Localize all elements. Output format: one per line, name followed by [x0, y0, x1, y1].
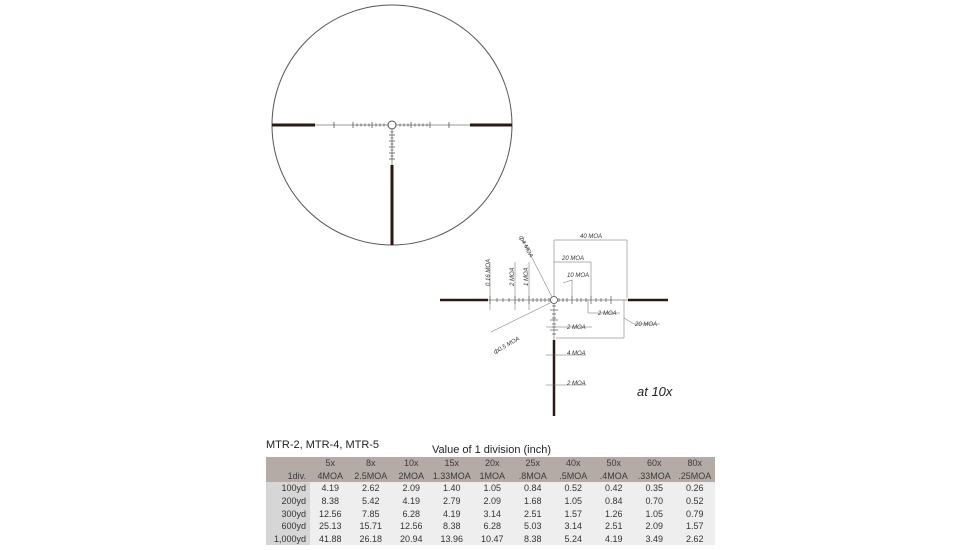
model-title: MTR-2, MTR-4, MTR-5 — [266, 439, 380, 451]
value-cell: 1.05 — [634, 507, 675, 520]
value-cell: 0.84 — [594, 495, 635, 508]
value-cell: 1.26 — [594, 507, 635, 520]
label-20-moa: 20 MOA — [562, 256, 585, 262]
div-label: 1div. — [266, 470, 310, 483]
label-4-moa-post: 4 MOA — [567, 351, 586, 357]
moa-header: 2.5MOA — [351, 470, 392, 483]
label-center-diameter: ф0.5 MOA — [493, 336, 521, 356]
label-10-moa: 10 MOA — [567, 273, 590, 279]
value-cell: 1.57 — [675, 520, 716, 533]
value-cell: 2.51 — [594, 520, 635, 533]
value-cell: 6.28 — [391, 507, 432, 520]
range-cell: 300yd — [266, 507, 310, 520]
magnification-header: 10x — [391, 457, 432, 470]
value-cell: 8.38 — [310, 495, 351, 508]
value-cell: 2.51 — [513, 507, 554, 520]
value-cell: 1.68 — [513, 495, 554, 508]
value-cell: 15.71 — [351, 520, 392, 533]
value-cell: 12.56 — [310, 507, 351, 520]
range-cell: 1,000yd — [266, 533, 310, 546]
label-1-moa-tick: 1 MOA — [524, 267, 530, 286]
value-cell: 1.40 — [432, 482, 473, 495]
value-cell: 3.14 — [472, 507, 513, 520]
value-cell: 6.28 — [472, 520, 513, 533]
value-cell: 5.42 — [351, 495, 392, 508]
value-cell: 2.62 — [351, 482, 392, 495]
value-cell: 3.14 — [553, 520, 594, 533]
table-caption: Value of 1 division (inch) — [432, 444, 552, 456]
value-cell: 41.88 — [310, 533, 351, 546]
value-cell: 4.19 — [310, 482, 351, 495]
division-value-table — [266, 457, 715, 545]
magnification-header: 20x — [472, 457, 513, 470]
value-cell: 25.13 — [310, 520, 351, 533]
value-cell: 12.56 — [391, 520, 432, 533]
table-row — [266, 495, 715, 508]
table-row — [266, 533, 715, 546]
value-cell: 7.85 — [351, 507, 392, 520]
magnification-header: 60x — [634, 457, 675, 470]
moa-header: .5MOA — [553, 470, 594, 483]
value-cell: 2.09 — [391, 482, 432, 495]
table-row — [266, 482, 715, 495]
value-cell: 5.24 — [553, 533, 594, 546]
moa-header: 2MOA — [391, 470, 432, 483]
moa-header: 4MOA — [310, 470, 351, 483]
value-cell: 2.62 — [675, 533, 716, 546]
value-cell: 8.38 — [432, 520, 473, 533]
value-cell: 3.49 — [634, 533, 675, 546]
label-0-16-moa: 0.16 MOA — [486, 258, 492, 286]
value-cell: 2.79 — [432, 495, 473, 508]
label-40-moa: 40 MOA — [580, 234, 603, 240]
scope-view — [272, 5, 512, 245]
label-2-moa-post: 2 MOA — [567, 381, 586, 387]
value-cell: 2.09 — [472, 495, 513, 508]
moa-header: .25MOA — [675, 470, 716, 483]
value-cell: 8.38 — [513, 533, 554, 546]
value-cell: 0.52 — [553, 482, 594, 495]
moa-header: .8MOA — [513, 470, 554, 483]
label-dot-diameter: ф4 MOA — [517, 235, 534, 259]
corner-cell — [266, 457, 310, 470]
magnification-header: 5x — [310, 457, 351, 470]
value-cell: 13.96 — [432, 533, 473, 546]
magnification-header: 80x — [675, 457, 716, 470]
table-row — [266, 520, 715, 533]
moa-header: 1.33MOA — [432, 470, 471, 481]
value-cell: 4.19 — [391, 495, 432, 508]
label-2-moa-tick: 2 MOA — [510, 267, 516, 286]
value-cell: 20.94 — [391, 533, 432, 546]
value-cell: 0.26 — [675, 482, 716, 495]
table-row — [266, 507, 715, 520]
magnification-header-row — [266, 457, 715, 470]
value-cell: 1.05 — [472, 482, 513, 495]
detail-reticle — [440, 234, 673, 416]
moa-header: .33MOA — [634, 470, 675, 483]
value-cell: 0.84 — [513, 482, 554, 495]
label-2-moa-vertical: 2 MOA — [567, 325, 586, 331]
value-cell: 0.35 — [634, 482, 675, 495]
center-circle — [388, 121, 396, 129]
value-cell: 0.52 — [675, 495, 716, 508]
value-cell: 4.19 — [594, 533, 635, 546]
range-cell: 600yd — [266, 520, 310, 533]
value-cell: 26.18 — [351, 533, 392, 546]
value-cell: 1.05 — [553, 495, 594, 508]
moa-header: 1MOA — [472, 470, 513, 483]
magnification-note: at 10x — [637, 384, 673, 399]
value-cell: 0.42 — [594, 482, 635, 495]
magnification-header: 50x — [594, 457, 635, 470]
label-2-moa-right: 2 MOA — [598, 311, 617, 317]
magnification-header: 40x — [553, 457, 594, 470]
value-cell: 0.79 — [675, 507, 716, 520]
range-cell: 200yd — [266, 495, 310, 508]
range-cell: 100yd — [266, 482, 310, 495]
value-cell: 1.57 — [553, 507, 594, 520]
magnification-header: 25x — [513, 457, 554, 470]
value-cell: 2.09 — [634, 520, 675, 533]
moa-header-row — [266, 470, 715, 483]
moa-header: .4MOA — [594, 470, 635, 483]
label-20-moa-right: 20 MOA — [635, 322, 658, 328]
value-cell: 0.70 — [634, 495, 675, 508]
magnification-header: 15x — [432, 457, 473, 470]
value-cell: 5.03 — [513, 520, 554, 533]
value-cell: 4.19 — [432, 507, 473, 520]
magnification-header: 8x — [351, 457, 392, 470]
value-cell: 10.47 — [472, 533, 513, 546]
